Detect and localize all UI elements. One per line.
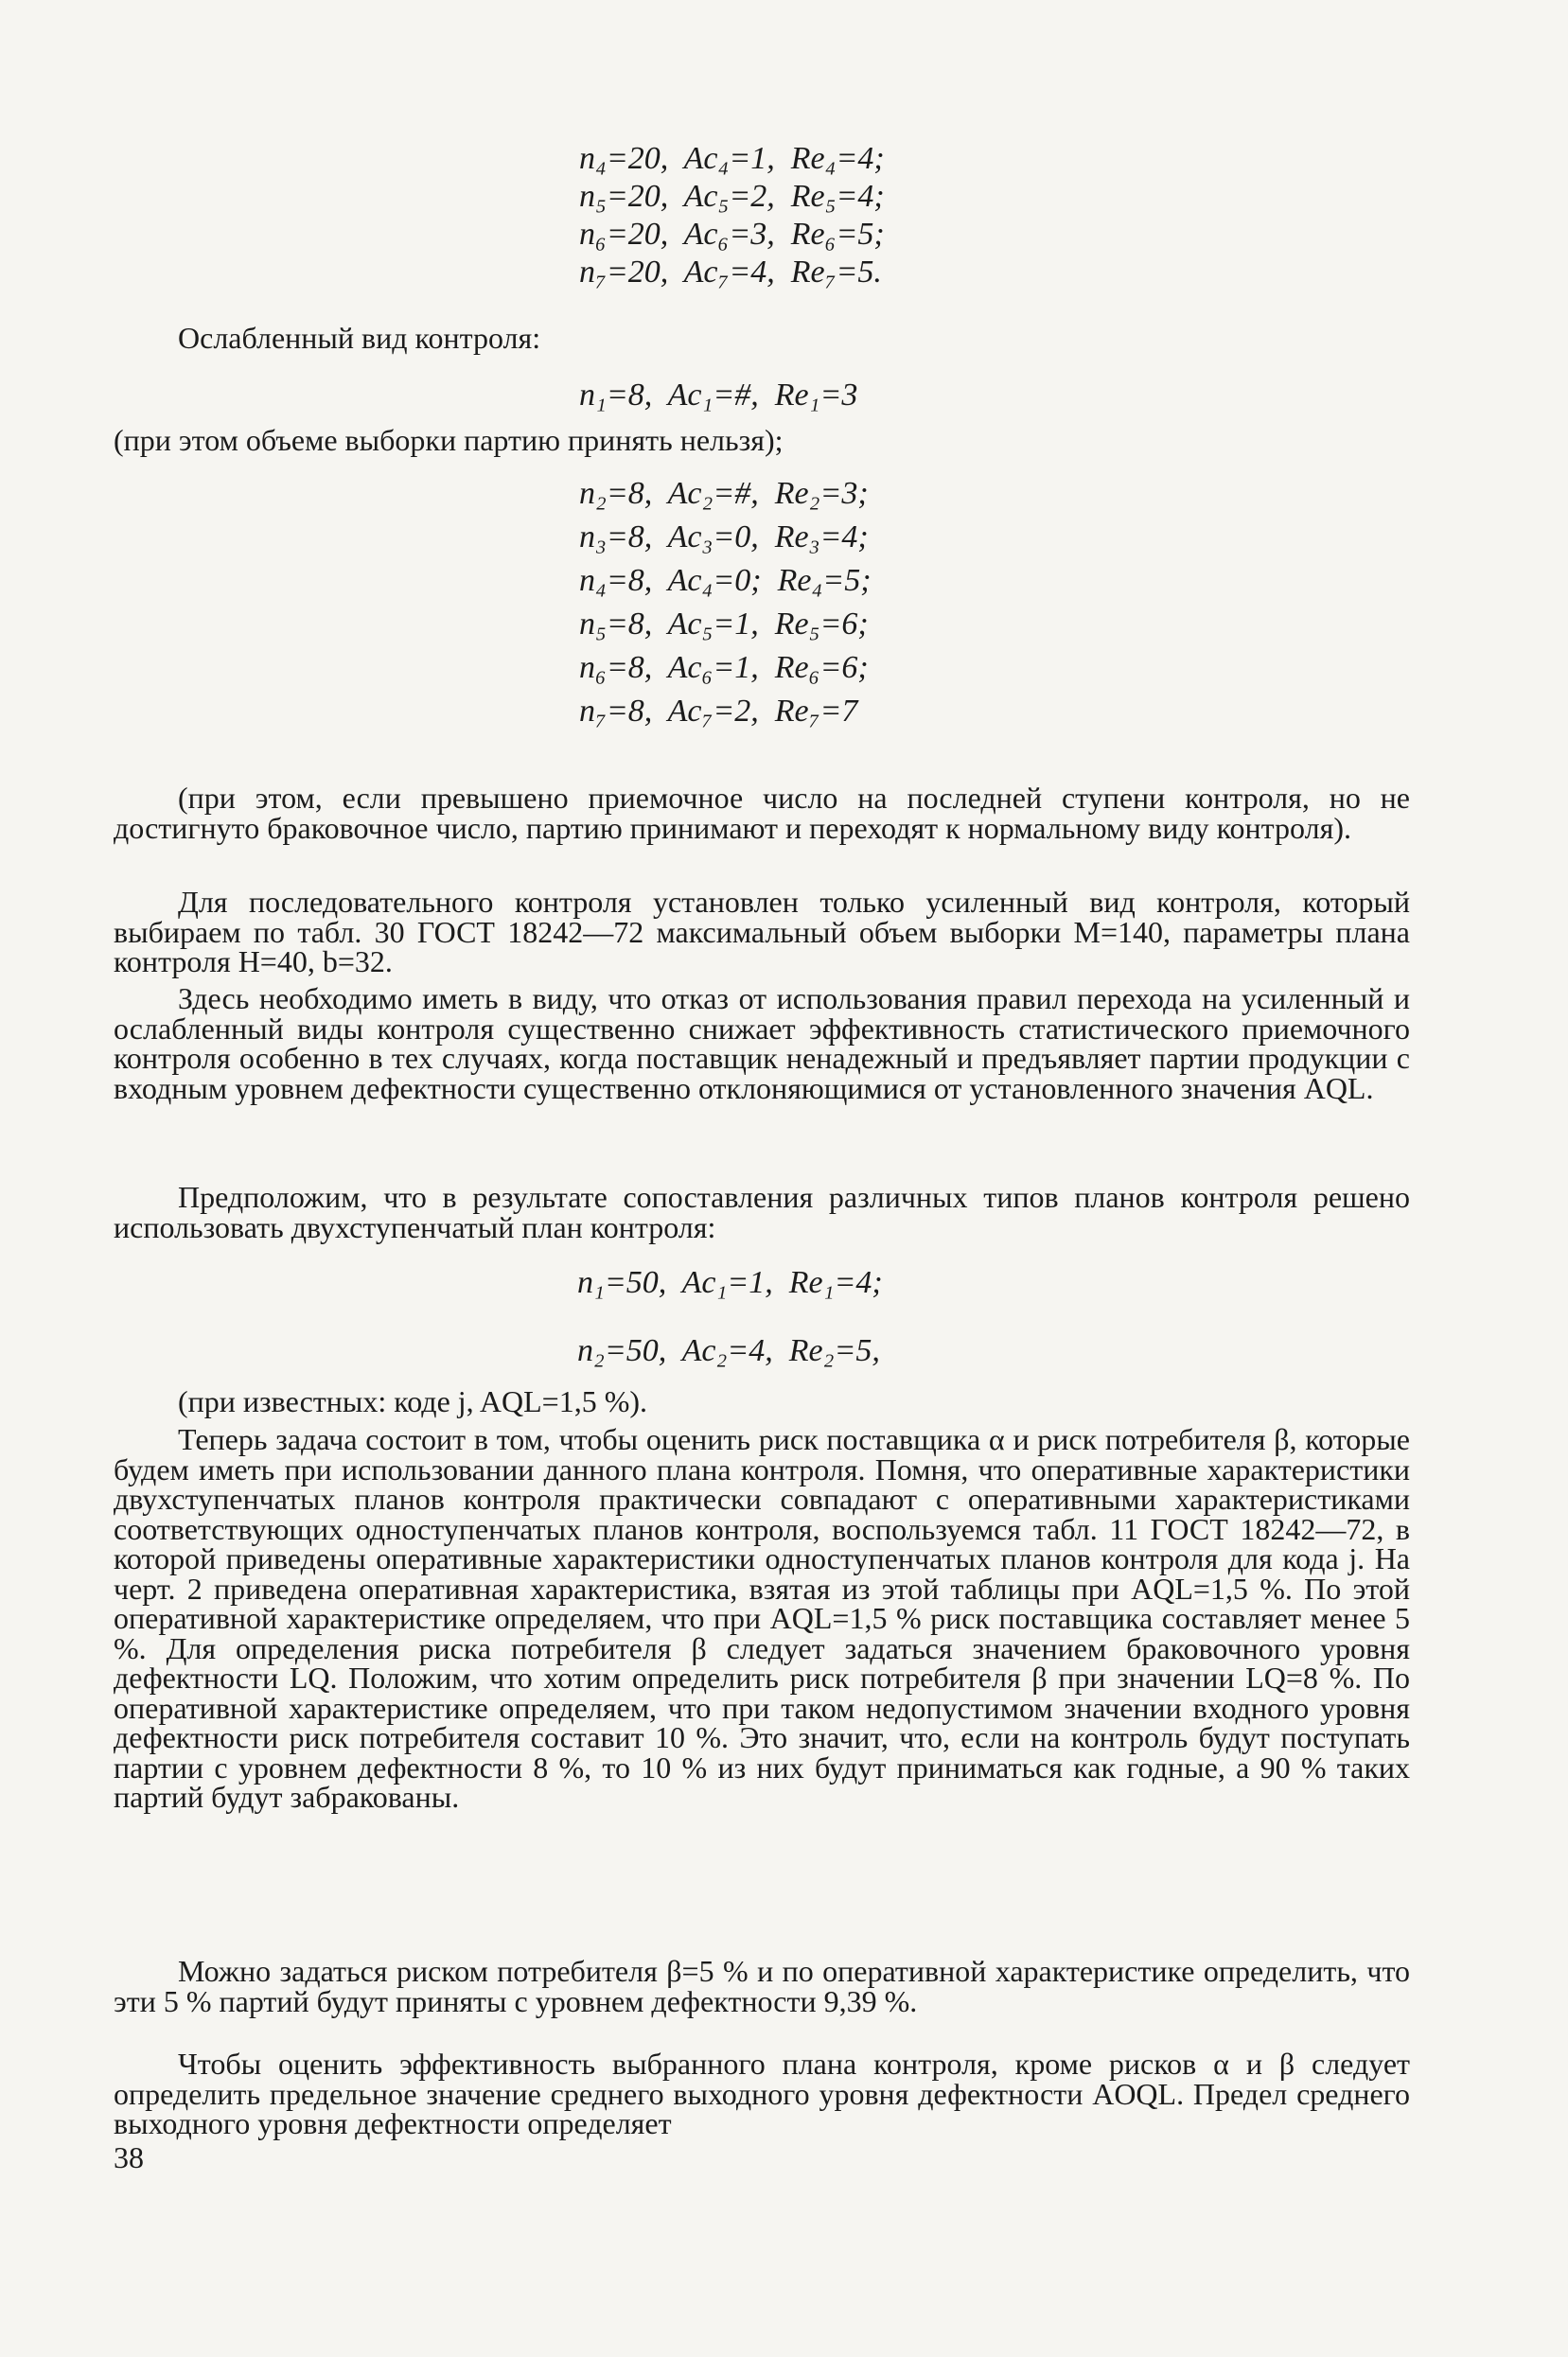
formula-line: n₂=8, Ac₂=#, Re₂=3; — [579, 476, 869, 511]
page-number: 38 — [114, 2140, 144, 2174]
paragraph: Здесь необходимо иметь в виду, что отказ от использования правил перехода на усиленный и ослабленный виды контроля существенно снижает эффективность статистического приемочного контроля особенно в тех случаях, когда поставщик ненадежный и предъявляет партии продукции с входным уровнем дефектности существенно отклоняющимися от установленного значения AQL. — [114, 981, 1410, 1105]
paragraph: Для последовательного контроля установлен только усиленный вид контроля, который выбираем по табл. 30 ГОСТ 18242—72 максимальный объем выборки M=140, параметры плана контроля H=40, b=32. — [114, 885, 1410, 978]
formula-line: n₅=8, Ac₅=1, Re₅=6; — [579, 607, 869, 642]
formula-line: n₃=8, Ac₃=0, Re₃=4; — [579, 519, 869, 554]
formula-line: n₆=20, Ac₆=3, Re₆=5; — [579, 217, 885, 252]
formula-line: n₁=8, Ac₁=#, Re₁=3 — [579, 378, 858, 413]
formula-line: n₅=20, Ac₅=2, Re₅=4; — [579, 179, 885, 214]
section-heading: Ослабленный вид контроля: — [178, 321, 541, 355]
paragraph: Теперь задача состоит в том, чтобы оценить риск поставщика α и риск потребителя β, которые будем иметь при использовании данного плана контроля. Помня, что оперативные характеристики двухступенчатых планов контроля практически совпадают с оперативными характеристиками соответствующих одноступенчатых планов контроля, воспользуемся табл. 11 ГОСТ 18242—72, в которой приведены оперативные характеристики одноступенчатых планов контроля для кода j. На черт. 2 приведена оперативная характеристика, взятая из этой таблицы при AQL=1,5 %. По этой оперативной характеристике определяем, что при AQL=1,5 % риск поставщика составляет менее 5 %. Для определения риска потребителя β следует задаться значением браковочного уровня дефектности LQ. Положим, что хотим определить риск потребителя β при значении LQ=8 %. По оперативной характеристике определяем, что при таком недопустимом значении входного уровня дефектности риск потребителя составит 10 %. Это значит, что, если на контроль будут поступать партии с уровнем дефектности 8 %, то 10 % из них будут приниматься как годные, а 90 % таких партий будут забракованы. — [114, 1422, 1410, 1814]
formula-line: n₇=8, Ac₇=2, Re₇=7 — [579, 694, 858, 729]
formula-line: n₁=50, Ac₁=1, Re₁=4; — [577, 1265, 883, 1300]
paragraph: (при этом, если превышено приемочное число на последней ступени контроля, но не достигнуто браковочное число, партию принимают и переходят к нормальному виду контроля). — [114, 781, 1410, 845]
paragraph: (при этом объеме выборки партию принять нельзя); — [114, 423, 784, 457]
formula-line: n₄=20, Ac₄=1, Re₄=4; — [579, 141, 885, 176]
paragraph: Предположим, что в результате сопоставления различных типов планов контроля решено использовать двухступенчатый план контроля: — [114, 1180, 1410, 1244]
formula-line: n₂=50, Ac₂=4, Re₂=5, — [577, 1333, 880, 1368]
formula-line: n₄=8, Ac₄=0; Re₄=5; — [579, 563, 872, 598]
paragraph: Чтобы оценить эффективность выбранного плана контроля, кроме рисков α и β следует определить предельное значение среднего выходного уровня дефектности AOQL. Предел среднего выходного уровня дефектности определяет — [114, 2047, 1410, 2140]
paragraph: (при известных: коде j, AQL=1,5 %). — [178, 1384, 648, 1418]
formula-line: n₇=20, Ac₇=4, Re₇=5. — [579, 255, 882, 290]
paragraph: Можно задаться риском потребителя β=5 % и по оперативной характеристике определить, что эти 5 % партий будут приняты с уровнем дефектности 9,39 %. — [114, 1954, 1410, 2018]
formula-line: n₆=8, Ac₆=1, Re₆=6; — [579, 650, 869, 685]
